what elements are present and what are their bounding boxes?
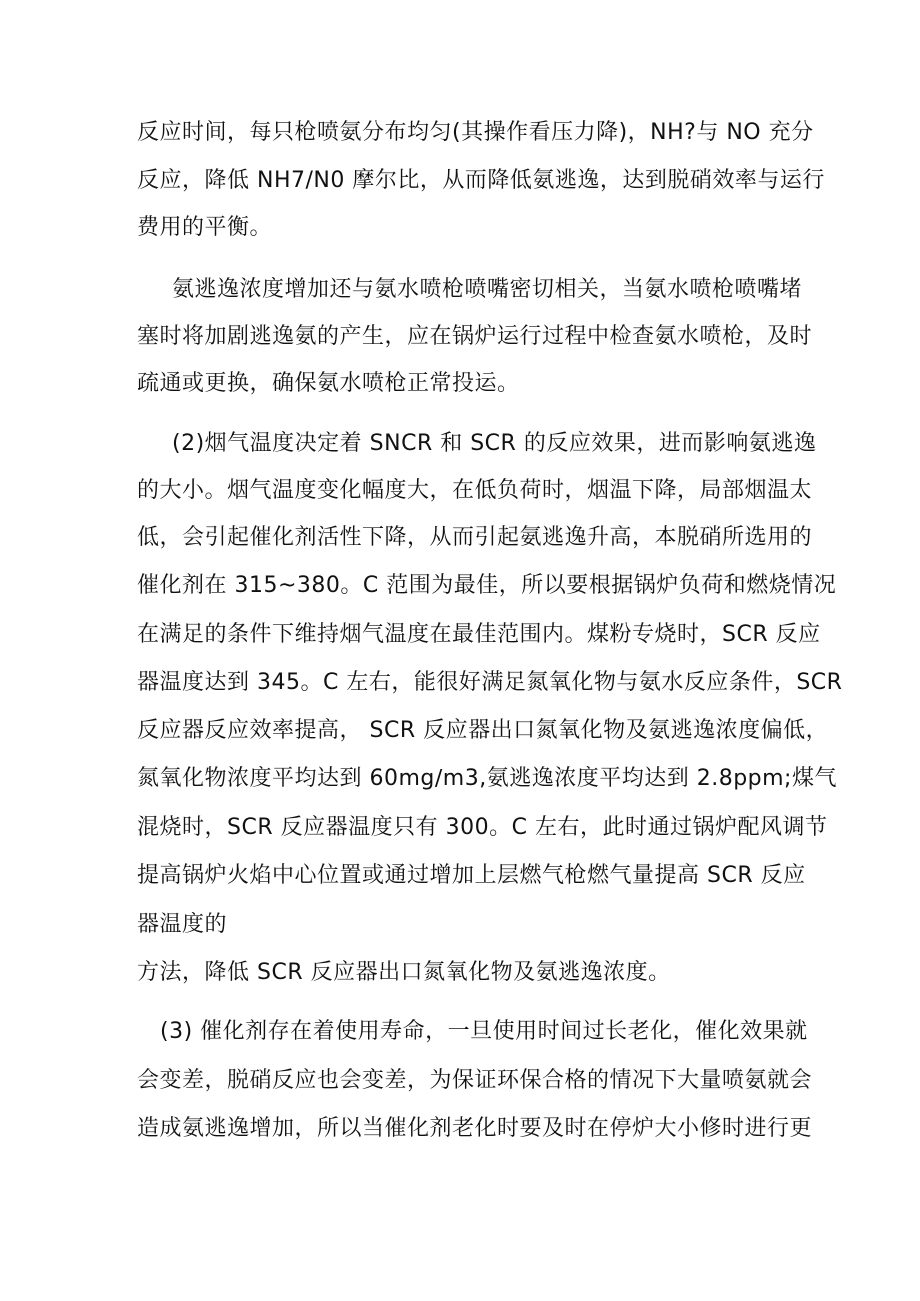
text-line: 在满足的条件下维持烟气温度在最佳范围内。煤粉专烧时，SCR 反应 bbox=[137, 622, 821, 647]
text-line: 氨逃逸浓度增加还与氨水喷枪喷嘴密切相关，当氨水喷枪喷嘴堵 bbox=[172, 277, 803, 302]
text-line: 低，会引起催化剂活性下降，从而引起氨逃逸升高，本脱硝所选用的 bbox=[137, 525, 813, 550]
text-line: (2)烟气温度决定着 SNCR 和 SCR 的反应效果，进而影响氨逃逸 bbox=[172, 431, 817, 456]
text-line: 器温度达到 345。C 左右，能很好满足氮氧化物与氨水反应条件，SCR bbox=[137, 670, 843, 695]
text-line: 方法，降低 SCR 反应器出口氮氧化物及氨逃逸浓度。 bbox=[137, 960, 671, 985]
text-line: (3) 催化剂存在着使用寿命，一旦使用时间过长老化，催化效果就 bbox=[160, 1019, 808, 1044]
text-line: 器温度的 bbox=[137, 912, 228, 937]
text-line: 提高锅炉火焰中心位置或通过增加上层燃气枪燃气量提高 SCR 反应 bbox=[137, 863, 806, 888]
text-line: 费用的平衡。 bbox=[137, 215, 273, 240]
text-line: 塞时将加剧逃逸氨的产生，应在锅炉运行过程中检查氨水喷枪，及时 bbox=[137, 324, 813, 349]
text-line: 疏通或更换，确保氨水喷枪正常投运。 bbox=[137, 371, 520, 396]
text-line: 氮氧化物浓度平均达到 60mg∕m3,氨逃逸浓度平均达到 2.8ppm;煤气 bbox=[137, 766, 837, 791]
text-line: 的大小。烟气温度变化幅度大，在低负荷时，烟温下降，局部烟温太 bbox=[137, 478, 813, 503]
text-line: 反应时间，每只枪喷氨分布均匀(其操作看压力降)，NH?与 NO 充分 bbox=[137, 120, 814, 145]
text-line: 反应，降低 NH7/N0 摩尔比，从而降低氨逃逸，达到脱硝效率与运行 bbox=[137, 168, 825, 193]
text-line: 混烧时，SCR 反应器温度只有 300。C 左右，此时通过锅炉配风调节 bbox=[137, 815, 828, 840]
text-line: 会变差，脱硝反应也会变差，为保证环保合格的情况下大量喷氨就会 bbox=[137, 1068, 813, 1093]
text-line: 催化剂在 315~380。C 范围为最佳，所以要根据锅炉负荷和燃烧情况 bbox=[137, 573, 837, 598]
text-line: 反应器反应效率提高， SCR 反应器出口氮氧化物及氨逃逸浓度偏低， bbox=[137, 718, 829, 743]
text-line: 造成氨逃逸增加，所以当催化剂老化时要及时在停炉大小修时进行更 bbox=[137, 1116, 813, 1141]
